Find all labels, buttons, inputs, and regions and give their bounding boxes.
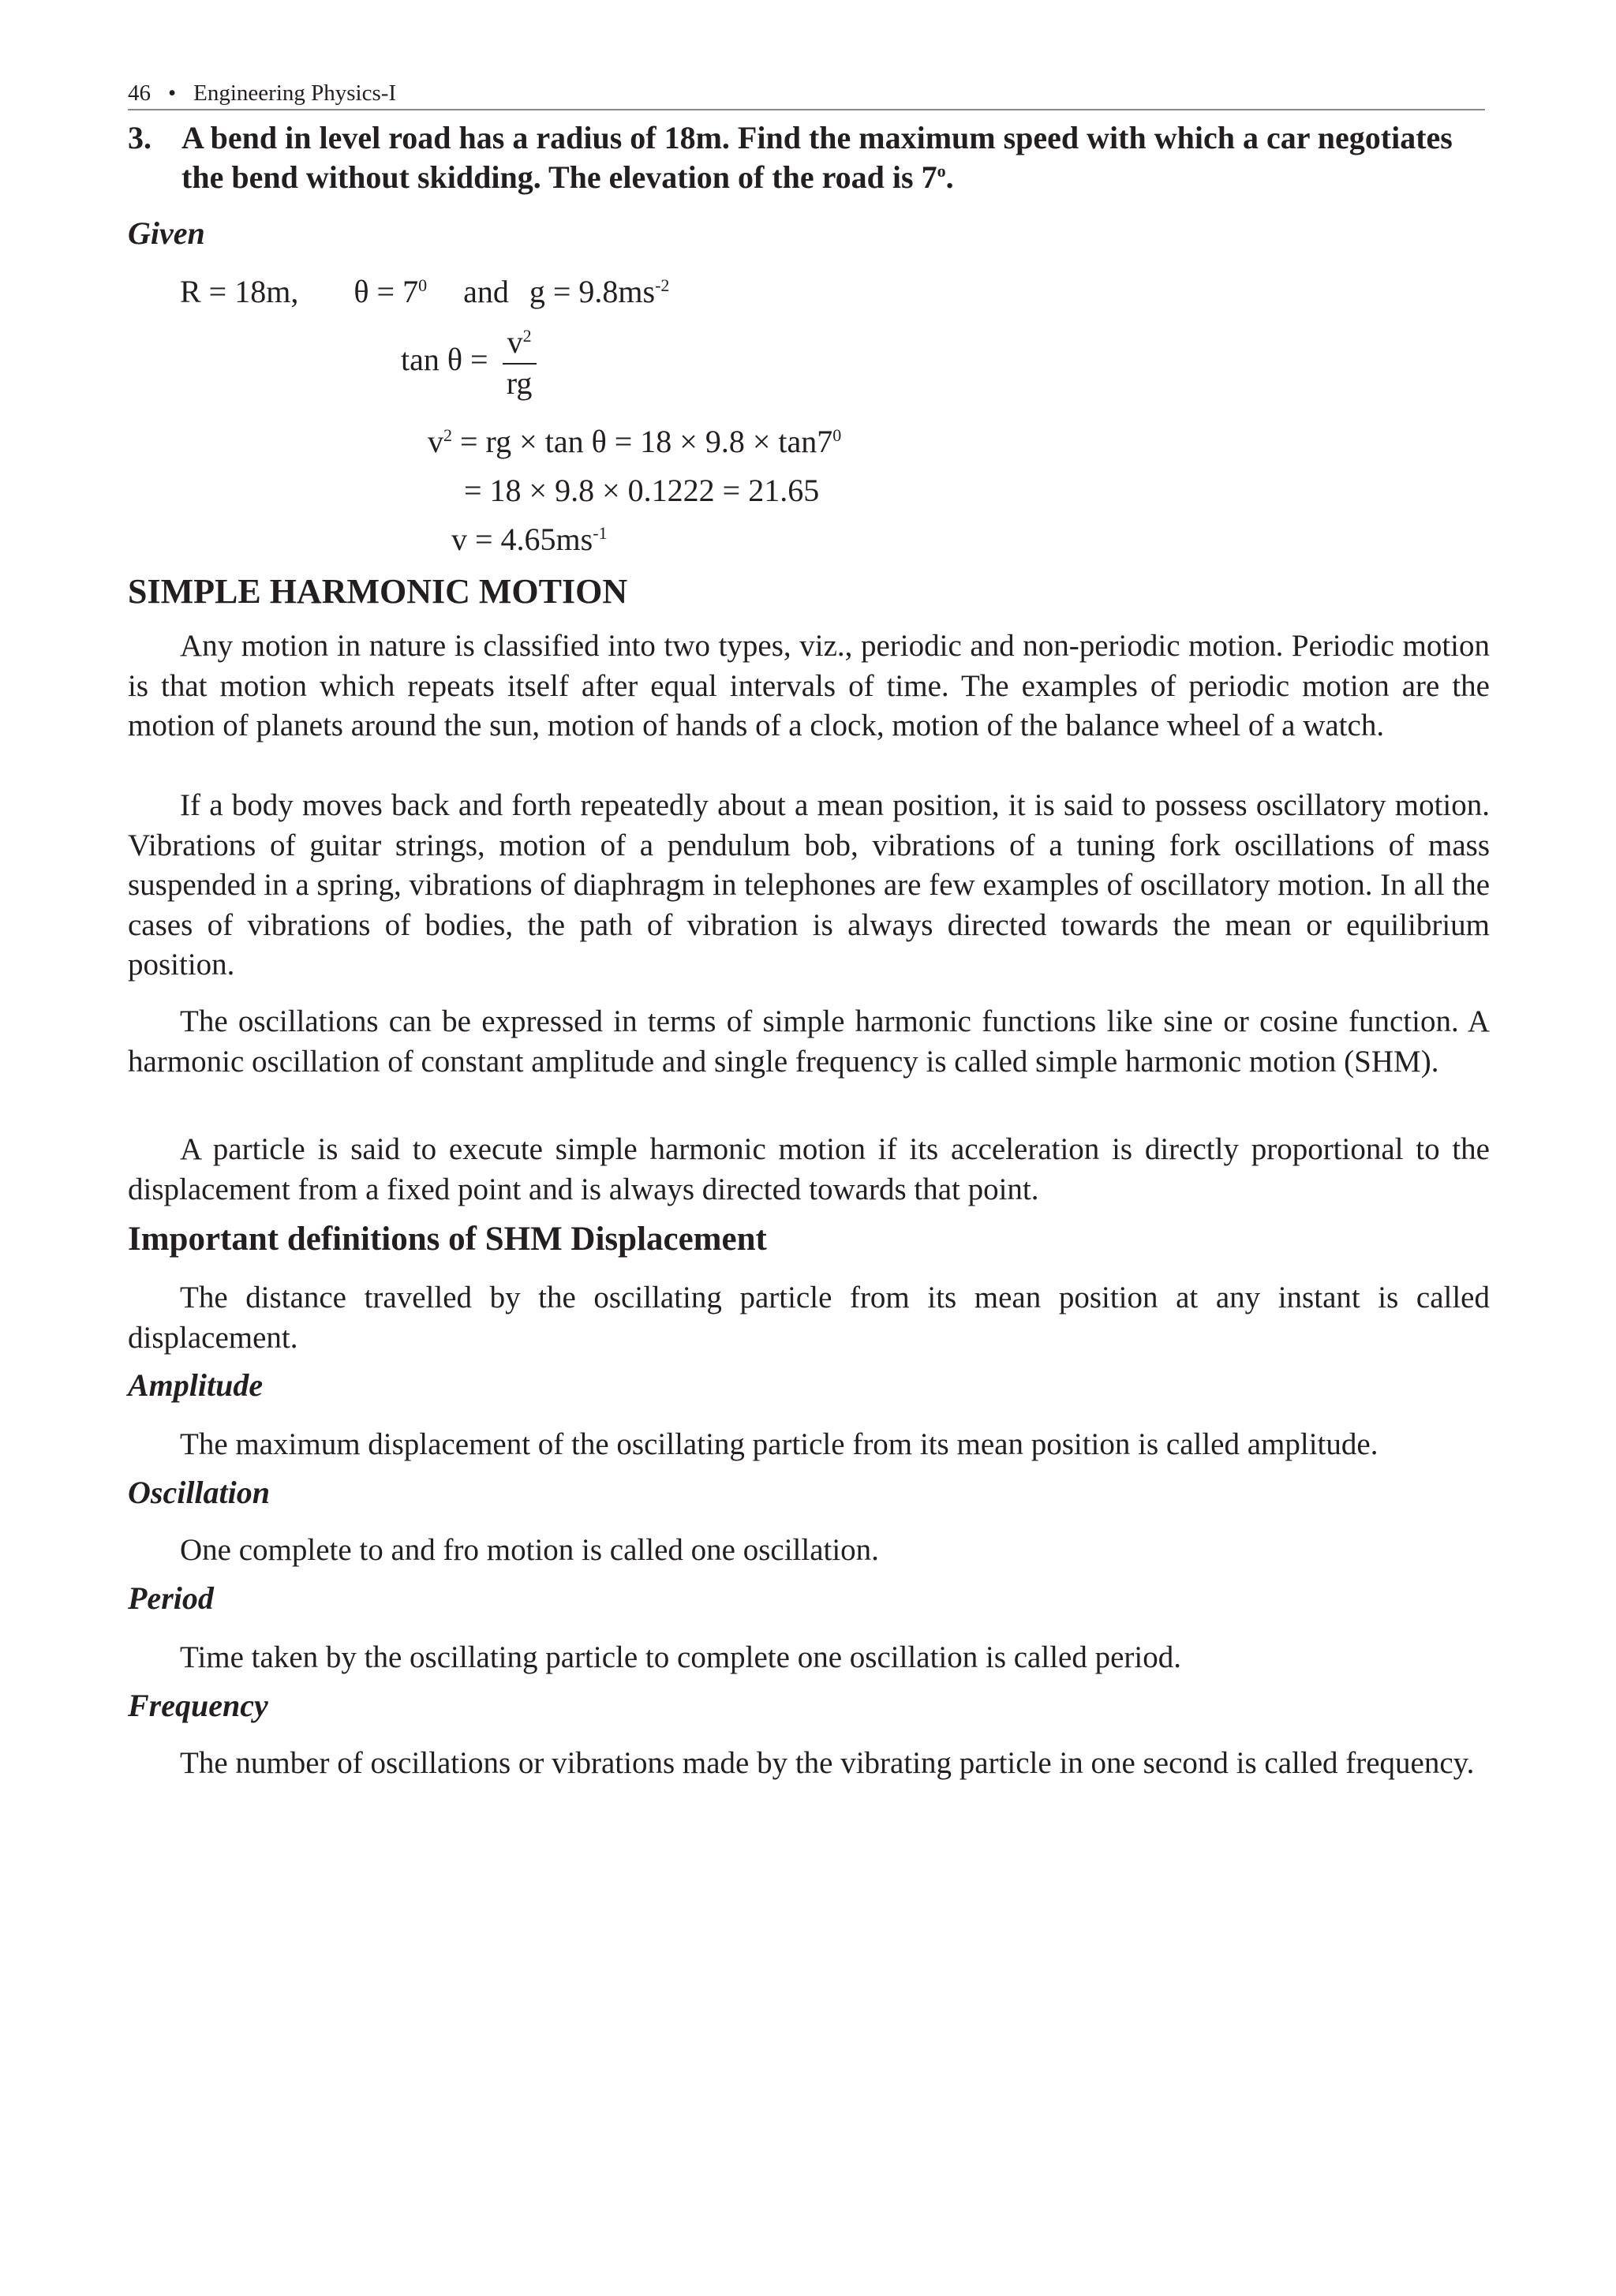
period-definition: Time taken by the oscillating particle to complete one oscillation is called period. bbox=[180, 1640, 1181, 1674]
book-title: Engineering Physics-I bbox=[193, 80, 397, 106]
problem-end: . bbox=[945, 159, 954, 195]
given-g: g = 9.8ms bbox=[529, 274, 656, 309]
problem-text bbox=[181, 118, 1490, 197]
header-bullet: • bbox=[168, 80, 177, 106]
period-heading: Period bbox=[128, 1580, 214, 1616]
given-radius: R = 18m, bbox=[180, 274, 299, 309]
given-heading: Given bbox=[128, 215, 205, 251]
amplitude-heading: Amplitude bbox=[128, 1367, 264, 1403]
v-squared-rhs: = rg × tan θ = 18 × 9.8 × tan7 bbox=[452, 424, 833, 459]
given-theta: θ = 7 bbox=[354, 274, 419, 309]
page-number: 46 bbox=[128, 80, 151, 106]
problem-statement bbox=[128, 118, 1490, 197]
given-and: and bbox=[463, 274, 509, 309]
tan-theta-lhs: tan θ = bbox=[401, 342, 488, 378]
definitions-title: Important definitions of SHM Displacement bbox=[128, 1221, 767, 1258]
given-g-sup: -2 bbox=[655, 275, 670, 295]
oscillation-definition: One complete to and fro motion is called one oscillation. bbox=[180, 1533, 879, 1567]
shm-paragraph-2: If a body moves back and forth repeatedly about a mean position, it is said to possess oscillatory motion. Vibrations of guitar strings, motion of a pendulum bob, vibrations of a tuning fork oscillations of mass suspended in a spring, vibrations of diaphragm in telephones are few examples of oscillatory motion. In all the cases of vibrations of bodies, the path of vibration is always directed towards the mean or equilibrium position. bbox=[128, 788, 1490, 982]
v-squared-lhs: v bbox=[428, 424, 443, 459]
fraction-denominator: rg bbox=[506, 365, 533, 401]
tan-theta-equation bbox=[401, 325, 537, 401]
displacement-definition: The distance travelled by the oscillating particle from its mean position at any instant is called displacement. bbox=[128, 1281, 1490, 1355]
numerator-sup: 2 bbox=[522, 326, 532, 346]
degree-sup: o bbox=[937, 161, 946, 181]
v-squared-equation bbox=[428, 423, 841, 460]
shm-paragraph-1: Any motion in nature is classified into two types, viz., periodic and non-periodic motion. Periodic motion is that motion which repeats itself after equal intervals of time. The examples of periodic motion are the motion of planets around the sun, motion of hands of a clock, motion of the balance wheel of a watch. bbox=[128, 629, 1490, 742]
problem-number: 3. bbox=[128, 120, 152, 155]
numerator-v: v bbox=[507, 324, 523, 360]
running-head bbox=[128, 79, 1485, 110]
problem-main-text: A bend in level road has a radius of 18m. Find the maximum speed with which a car negotiates the bend without skidding. The elevation of the road is 7 bbox=[181, 120, 1453, 195]
v-squared-sup: 2 bbox=[443, 425, 452, 445]
oscillation-heading: Oscillation bbox=[128, 1475, 271, 1510]
frequency-heading: Frequency bbox=[128, 1688, 268, 1723]
shm-section-title: SIMPLE HARMONIC MOTION bbox=[128, 572, 628, 611]
frequency-definition: The number of oscillations or vibrations made by the vibrating particle in one second is called frequency. bbox=[180, 1746, 1475, 1780]
velocity-value: v = 4.65ms bbox=[451, 522, 593, 557]
fraction-numerator bbox=[503, 325, 537, 365]
given-values-line bbox=[180, 273, 669, 310]
amplitude-definition: The maximum displacement of the oscillating particle from its mean position is called amplitude. bbox=[180, 1427, 1378, 1461]
given-theta-sup: 0 bbox=[418, 275, 428, 295]
numeric-evaluation: = 18 × 9.8 × 0.1222 = 21.65 bbox=[464, 473, 820, 508]
shm-paragraph-3: The oscillations can be expressed in terms of simple harmonic functions like sine or cosine function. A harmonic oscillation of constant amplitude and single frequency is called simple harmonic motion (SHM). bbox=[128, 1004, 1490, 1079]
shm-paragraph-4: A particle is said to execute simple harmonic motion if its acceleration is directly proportional to the displacement from a fixed point and is always directed towards that point. bbox=[128, 1132, 1490, 1206]
velocity-sup: -1 bbox=[593, 523, 608, 543]
fraction bbox=[503, 325, 537, 401]
tan-degree-sup: 0 bbox=[832, 425, 842, 445]
velocity-result bbox=[451, 521, 608, 558]
